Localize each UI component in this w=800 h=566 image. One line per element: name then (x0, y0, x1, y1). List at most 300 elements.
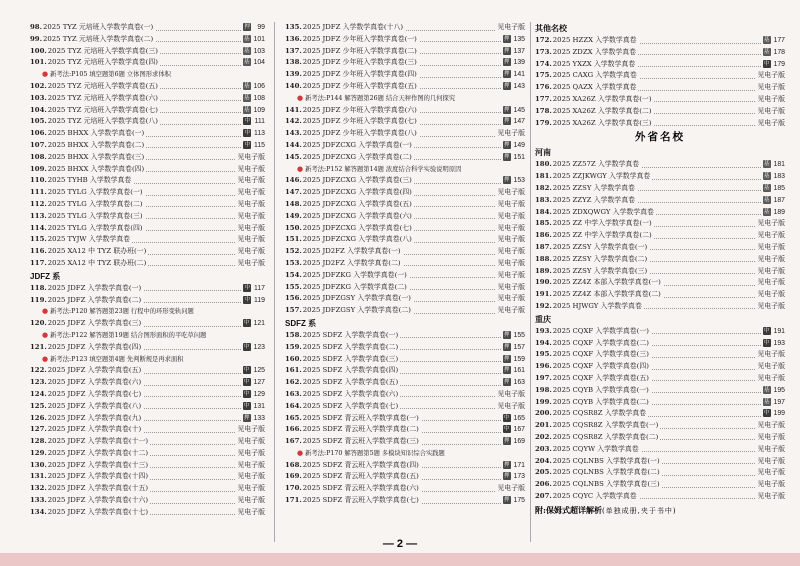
entry-number: 193. (535, 326, 552, 335)
entry-title: 2025 SDFZ 青云班入学数学真卷(一) (302, 413, 419, 422)
catalog-entry (30, 460, 265, 472)
entry-number: 159. (285, 342, 302, 351)
entry-number: 171. (285, 496, 302, 505)
entry-page: 见电子版 (497, 200, 525, 208)
new-method-note (30, 306, 265, 318)
entry-number: 106. (30, 129, 47, 138)
catalog-entry (285, 128, 525, 140)
difficulty-badge: 押 (503, 497, 510, 504)
catalog-entry (285, 258, 525, 270)
entry-number: 186. (535, 231, 552, 240)
entry-page: 见电子版 (237, 200, 265, 208)
entry-number: 134. (30, 507, 47, 516)
entry-page: 见电子版 (757, 422, 785, 430)
entry-page: 125 (253, 367, 265, 375)
entry-number: 188. (535, 254, 552, 263)
difficulty-badge: 中 (503, 414, 510, 421)
section-heading: 其他名校 (535, 24, 567, 33)
entry-title: 2025 SDFZ 青云班入学数学真卷(六) (302, 484, 419, 493)
entry-number: 118. (30, 283, 47, 292)
difficulty-badge: 基 (763, 161, 770, 168)
difficulty-badge: 押 (244, 24, 250, 30)
catalog-entry (30, 377, 265, 389)
entry-page: 147 (513, 118, 525, 126)
catalog-entry (285, 305, 525, 317)
difficulty-badge: 中 (244, 118, 250, 125)
entry-page: 101 (253, 35, 265, 43)
appendix-note (535, 503, 785, 517)
entry-number: 194. (535, 338, 552, 347)
entry-number: 103. (30, 93, 47, 102)
entry-number: 99. (30, 34, 42, 43)
catalog-entry (285, 234, 525, 246)
catalog-entry (30, 105, 265, 117)
entry-page: 181 (773, 161, 785, 169)
entry-title: 2025 JDFZGSY 入学数学真卷(二) (302, 306, 411, 315)
catalog-entry (30, 116, 265, 128)
catalog-entry (285, 270, 525, 282)
catalog-entry (30, 365, 265, 377)
entry-title: 2025 JDFZ 入学数学真卷(十七) (47, 507, 149, 516)
entry-number: 162. (285, 378, 302, 387)
entry-number: 113. (30, 211, 47, 220)
entry-title: 2025 CAXG 入学数学真卷 (552, 71, 637, 80)
catalog-entry (535, 277, 785, 289)
entry-page: 165 (513, 414, 525, 422)
entry-page: 见电子版 (237, 248, 265, 256)
entry-number: 179. (535, 118, 552, 127)
entry-title: 2025 JDFZCXG 入学数学真卷(七) (302, 223, 412, 232)
entry-title: 2025 JDFZCXG 入学数学真卷(八) (302, 235, 412, 244)
difficulty-badge: 中 (763, 60, 770, 67)
difficulty-badge: 押 (243, 414, 250, 421)
entry-title: 2025 SDFZ 入学数学真卷(一) (302, 330, 399, 339)
entry-page: 117 (254, 284, 265, 292)
catalog-entry (285, 365, 525, 377)
catalog-entry (535, 373, 785, 385)
entry-number: 205. (535, 468, 552, 477)
catalog-entry (285, 116, 525, 128)
entry-number: 167. (285, 437, 302, 446)
difficulty-badge: 基 (763, 196, 770, 203)
catalog-entry (285, 342, 525, 354)
note-text: 新考法:P120 解答题第23题 行程中的环形变轨问题 (50, 308, 194, 316)
difficulty-badge: 中 (243, 343, 250, 350)
entry-page: 161 (513, 367, 525, 375)
entry-title: 2025 CQLNBS 入学数学真卷(二) (552, 468, 660, 477)
entry-page: 193 (773, 339, 785, 347)
catalog-entry (30, 424, 265, 436)
entry-page: 见电子版 (497, 236, 525, 244)
entry-page: 169 (513, 438, 525, 446)
entry-title: 2025 TYZ 元培班入学数学真卷(三) (47, 46, 158, 55)
catalog-entry (535, 326, 785, 338)
entry-title: 2025 CQXF 入学数学真卷(五) (552, 373, 649, 382)
catalog-entry (535, 106, 785, 118)
catalog-entry (535, 70, 785, 82)
entry-page: 163 (513, 379, 525, 387)
entry-page: 171 (513, 461, 525, 469)
catalog-entry (285, 389, 525, 401)
entry-number: 172. (535, 36, 552, 44)
catalog-entry (285, 460, 525, 472)
entry-number: 150. (285, 223, 302, 232)
catalog-entry (30, 471, 265, 483)
entry-number: 196. (535, 362, 552, 371)
entry-page: 见电子版 (237, 497, 265, 505)
entry-number: 126. (30, 413, 47, 422)
entry-page: 见电子版 (237, 426, 265, 434)
entry-number: 191. (535, 290, 552, 299)
entry-title: 2025 JDFZCXG 入学数学真卷(六) (302, 211, 412, 220)
entry-title: 2025 JDFZCXG 入学数学真卷(四) (302, 188, 412, 197)
entry-title: 2025 CQYW 入学数学真卷 (552, 444, 639, 453)
entry-title: 2025 JDFZCXG 入学数学真卷(五) (302, 199, 412, 208)
entry-number: 115. (30, 235, 47, 244)
entry-title: 2025 JDFZCXG 入学数学真卷(一) (302, 140, 412, 149)
catalog-entry (285, 413, 525, 425)
catalog-entry (535, 432, 785, 444)
entry-page: 见电子版 (757, 291, 785, 299)
difficulty-badge: 中 (763, 327, 770, 334)
catalog-entry (535, 94, 785, 106)
entry-title: 2025 BHXX 入学数学真卷(四) (47, 164, 145, 173)
catalog-entry (30, 128, 265, 140)
entry-number: 189. (535, 266, 552, 275)
entry-number: 151. (285, 235, 302, 244)
entry-title: 2025 CQXF 入学数学真卷(三) (552, 350, 649, 359)
entry-title: 2025 SDFZ 青云班入学数学真卷(三) (302, 437, 419, 446)
entry-title: 2025 TYZ 元培班入学数学真卷(七) (47, 105, 158, 114)
catalog-entry (30, 413, 265, 425)
catalog-entry (535, 242, 785, 254)
entry-title: 2025 JDFZ 少年班入学数学真卷(一) (302, 34, 417, 43)
entry-page: 见电子版 (237, 177, 265, 185)
catalog-entry (285, 354, 525, 366)
catalog-entry (30, 140, 265, 152)
entry-number: 201. (535, 421, 552, 430)
difficulty-badge: 基 (243, 106, 250, 113)
entry-page: 151 (513, 153, 525, 161)
entry-page: 见电子版 (757, 255, 785, 263)
catalog-entry (30, 175, 265, 187)
entry-title: 2025 SDFZ 入学数学真卷(三) (302, 354, 399, 363)
entry-title: 2025 JDFZ 入学数学真卷(十二) (47, 448, 149, 457)
entry-page: 见电子版 (497, 24, 525, 31)
difficulty-badge: 押 (503, 177, 510, 184)
difficulty-badge: 基 (243, 35, 250, 42)
catalog-entry (285, 424, 525, 436)
entry-title: 2025 TYLG 入学数学真卷(四) (47, 223, 143, 232)
entry-number: 121. (30, 342, 47, 351)
catalog-entry (285, 105, 525, 117)
entry-number: 177. (535, 94, 552, 103)
entry-title: 2025 CQYB 入学数学真卷(一) (552, 385, 649, 394)
catalog-entry (535, 349, 785, 361)
entry-page: 109 (253, 106, 265, 114)
entry-page: 178 (773, 48, 785, 56)
difficulty-badge: 押 (503, 47, 510, 54)
entry-page: 见电子版 (757, 492, 785, 500)
catalog-entry (285, 211, 525, 223)
entry-page: 见电子版 (497, 390, 525, 398)
entry-title: 2025 TYZ 元培班入学数学真卷(八) (47, 117, 158, 126)
catalog-entry (285, 483, 525, 495)
page-number: — 2 — (382, 538, 418, 550)
catalog-entry (535, 266, 785, 278)
entry-title: 2025 YXZX 入学数学真卷 (552, 59, 636, 68)
difficulty-badge: 中 (763, 339, 770, 346)
catalog-entry (535, 397, 785, 409)
entry-number: 127. (30, 425, 47, 434)
entry-number: 200. (535, 409, 552, 418)
entry-page: 见电子版 (757, 302, 785, 310)
catalog-entry (30, 448, 265, 460)
catalog-entry (285, 175, 525, 187)
difficulty-badge: 中 (244, 296, 250, 303)
entry-title: 2025 CQYB 入学数学真卷(二) (552, 397, 649, 406)
entry-page: 见电子版 (497, 248, 525, 256)
entry-page: 见电子版 (237, 224, 265, 232)
entry-page: 见电子版 (497, 189, 525, 197)
entry-title: 2025 ZDXQWGY 入学数学真卷 (552, 207, 654, 216)
catalog-entry (30, 46, 265, 58)
entry-page: 183 (773, 173, 785, 181)
catalog-entry (535, 159, 785, 171)
entry-number: 184. (535, 207, 552, 216)
entry-number: 123. (30, 378, 47, 387)
entry-number: 131. (30, 472, 47, 481)
entry-number: 148. (285, 199, 302, 208)
catalog-entry (535, 301, 785, 313)
entry-title: 2025 ZZ4Z 本部入学数学真卷(二) (552, 290, 661, 299)
catalog-entry (535, 47, 785, 59)
entry-page: 见电子版 (237, 212, 265, 220)
catalog-entry (285, 22, 525, 34)
entry-title: 2025 ZZSY 入学数学真卷(二) (552, 254, 648, 263)
entry-title: 2025 JDFZ 少年班入学数学真卷(七) (302, 117, 417, 126)
entry-page: 195 (773, 386, 785, 394)
entry-number: 195. (535, 350, 552, 359)
catalog-entry (285, 46, 525, 58)
difficulty-badge: 押 (503, 355, 510, 362)
catalog-entry (30, 483, 265, 495)
entry-page: 153 (513, 177, 525, 185)
section-heading: 重庆 (535, 314, 551, 324)
entry-page: 104 (253, 59, 265, 67)
entry-page: 见电子版 (237, 473, 265, 481)
entry-title: 2025 TYZ 元培班入学数学真卷(六) (47, 93, 158, 102)
entry-title: 2025 SDFZ 青云班入学数学真卷(二) (302, 425, 419, 434)
difficulty-badge: 押 (503, 106, 510, 113)
entry-page: 见电子版 (497, 402, 525, 410)
entry-page: 133 (253, 414, 265, 422)
catalog-entry (285, 293, 525, 305)
entry-page: 见电子版 (757, 84, 785, 92)
difficulty-badge: 基 (243, 47, 250, 54)
catalog-column-middle (285, 22, 525, 507)
entry-page: 159 (513, 355, 525, 363)
entry-page: 见电子版 (497, 130, 525, 138)
entry-number: 153. (285, 258, 302, 267)
catalog-entry (535, 82, 785, 94)
entry-title: 2025 CQYC 入学数学真卷 (552, 491, 637, 500)
appendix-detail: (单独成册,夹于书中) (601, 506, 677, 515)
entry-number: 154. (285, 270, 302, 279)
catalog-entry (285, 57, 525, 69)
entry-title: 2025 ZZJKWGY 入学数学真卷 (552, 172, 651, 181)
entry-number: 192. (535, 301, 552, 310)
catalog-entry (30, 234, 265, 246)
entry-number: 101. (30, 58, 47, 67)
catalog-entry (30, 401, 265, 413)
entry-number: 190. (535, 278, 552, 287)
entry-number: 102. (30, 81, 47, 90)
difficulty-badge: 押 (503, 461, 510, 468)
entry-page: 见电子版 (497, 283, 525, 291)
difficulty-badge: 押 (503, 153, 510, 160)
entry-page: 157 (513, 343, 525, 351)
entry-title: 2025 JDFZKG 入学数学真卷(二) (302, 282, 407, 291)
catalog-entry (535, 35, 785, 47)
section-heading: JDFZ 系 (30, 271, 61, 281)
entry-number: 128. (30, 437, 47, 446)
entry-number: 169. (285, 472, 302, 481)
entry-page: 129 (253, 390, 265, 398)
catalog-entry (285, 282, 525, 294)
entry-page: 99 (257, 24, 265, 31)
entry-title: 2025 SDFZ 入学数学真卷(七) (302, 401, 399, 410)
entry-title: 2025 JDFZ 入学数学真卷(三) (47, 319, 142, 328)
entry-number: 125. (30, 401, 47, 410)
entry-page: 145 (513, 106, 525, 114)
entry-title: 2025 JDFZ 少年班入学数学真卷(五) (302, 81, 417, 90)
entry-number: 173. (535, 47, 552, 56)
difficulty-badge: 押 (503, 35, 510, 42)
catalog-entry (535, 479, 785, 491)
entry-page: 见电子版 (237, 438, 265, 446)
note-text: 新考法:P170 解答题第5题 多模块知识综合实践题 (305, 449, 445, 457)
column-divider (274, 22, 275, 542)
difficulty-badge: 基 (763, 173, 770, 180)
catalog-entry (285, 246, 525, 258)
catalog-entry (535, 361, 785, 373)
difficulty-badge: 中 (244, 284, 250, 291)
entry-title: 2025 SDFZ 青云班入学数学真卷(七) (302, 496, 419, 505)
catalog-entry (535, 171, 785, 183)
entry-page: 173 (513, 473, 525, 481)
entry-page: 见电子版 (497, 485, 525, 493)
entry-title: 2025 JDFZ 入学数学真卷(八) (47, 401, 142, 410)
entry-title: 2025 CQXF 入学数学真卷(四) (552, 362, 649, 371)
entry-number: 182. (535, 183, 552, 192)
catalog-entry (30, 318, 265, 330)
entry-title: 2025 SDFZ 青云班入学数学真卷(五) (302, 472, 419, 481)
entry-page: 见电子版 (757, 243, 785, 251)
entry-number: 112. (30, 199, 47, 208)
catalog-entry (285, 330, 525, 342)
entry-title: 2025 XA12 中 TYZ 联办班(二) (47, 258, 147, 267)
location-pin-icon: ● (297, 448, 304, 457)
entry-page: 见电子版 (757, 72, 785, 80)
new-method-note (285, 448, 525, 460)
catalog-entry (285, 152, 525, 164)
catalog-entry (30, 187, 265, 199)
entry-title: 2025 JDFZ 入学数学真卷(十) (47, 425, 142, 434)
entry-number: 110. (30, 176, 47, 185)
note-text: 新考法:P122 解答题第19题 结合图形面积的平吃草问题 (50, 331, 207, 339)
entry-number: 170. (285, 484, 302, 493)
entry-title: 2025 CQSR8Z 入学数学真卷 (552, 409, 647, 418)
entry-page: 见电子版 (497, 259, 525, 267)
entry-title: 2025 XA26Z 入学数学真卷(三) (552, 118, 652, 127)
difficulty-badge: 押 (503, 118, 510, 125)
entry-title: 2025 JDFZ 入学数学真卷(二) (47, 295, 142, 304)
catalog-entry (285, 471, 525, 483)
entry-page: 见电子版 (757, 220, 785, 228)
entry-title: 2025 BHXX 入学数学真卷(一) (47, 129, 145, 138)
entry-title: 2025 XA26Z 入学数学真卷(一) (552, 94, 652, 103)
catalog-entry (30, 93, 265, 105)
catalog-entry (285, 140, 525, 152)
note-text: 新考法:P152 解答题第14题 浓度结合科学实验说明原因 (305, 165, 462, 173)
entry-number: 197. (535, 373, 552, 382)
entry-title: 2025 JDFZ 少年班入学数学真卷(三) (302, 58, 417, 67)
catalog-entry (535, 218, 785, 230)
catalog-entry (535, 456, 785, 468)
catalog-entry (535, 444, 785, 456)
entry-number: 98. (30, 23, 42, 31)
entry-title: 2025 TYJW 入学数学真卷 (47, 235, 131, 244)
entry-title: 2025 JD2FZ 入学数学真卷(二) (302, 258, 401, 267)
catalog-entry (30, 57, 265, 69)
catalog-entry (535, 385, 785, 397)
entry-title: 2025 JDFZ 入学数学真卷(十六) (47, 496, 149, 505)
entry-page: 见电子版 (757, 433, 785, 441)
entry-title: 2025 JDFZ 入学数学真卷(十八) (302, 23, 404, 31)
entry-page: 167 (513, 426, 525, 434)
entry-page: 见电子版 (497, 307, 525, 315)
entry-page: 见电子版 (237, 461, 265, 469)
new-method-note (30, 69, 265, 81)
entry-page: 见电子版 (237, 485, 265, 493)
catalog-entry (30, 211, 265, 223)
location-pin-icon: ● (42, 354, 49, 363)
location-pin-icon: ● (297, 164, 304, 173)
entry-number: 140. (285, 81, 302, 90)
difficulty-badge: 押 (503, 473, 510, 480)
catalog-column-right (535, 22, 785, 517)
entry-title: 2025 JDFZKG 入学数学真卷(一) (302, 270, 407, 279)
entry-title: 2025 JDFZ 入学数学真卷(五) (47, 366, 142, 375)
entry-title: 2025 ZZ57Z 入学数学真卷 (552, 160, 640, 169)
entry-title: 2025 TYLG 入学数学真卷(二) (47, 199, 143, 208)
catalog-entry (30, 246, 265, 258)
entry-title: 2025 SDFZ 入学数学真卷(四) (302, 366, 399, 375)
entry-number: 181. (535, 172, 552, 181)
entry-number: 136. (285, 34, 302, 43)
catalog-entry (285, 495, 525, 507)
catalog-column-left (30, 22, 265, 519)
catalog-entry (30, 199, 265, 211)
difficulty-badge: 中 (243, 390, 250, 397)
entry-page: 见电子版 (757, 119, 785, 127)
difficulty-badge: 中 (243, 379, 250, 386)
difficulty-badge: 基 (763, 386, 770, 393)
entry-title: 2025 TYHB 入学数学真卷 (47, 176, 132, 185)
entry-title: 2025 TYLG 入学数学真卷(一) (47, 188, 143, 197)
catalog-entry (535, 183, 785, 195)
